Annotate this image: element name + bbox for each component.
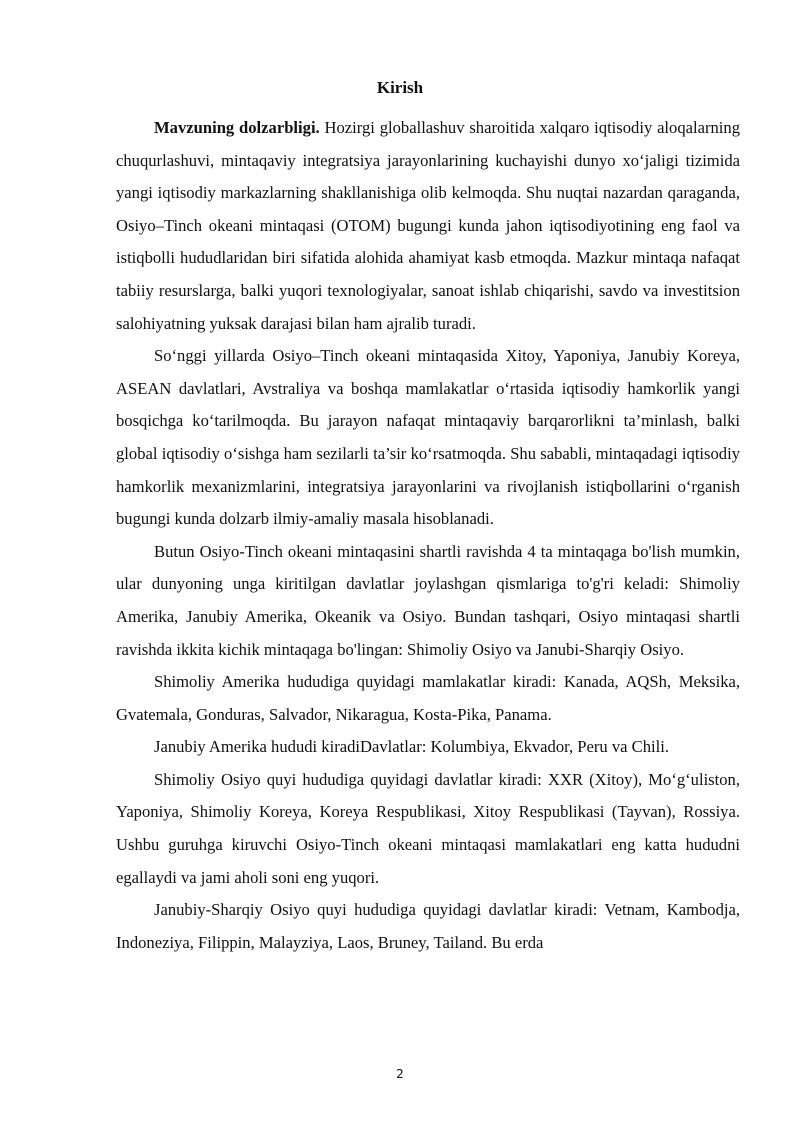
body-text	[116, 112, 740, 959]
paragraph: Butun Osiyo-Tinch okeani mintaqasini shartli ravishda 4 ta mintaqaga bo'lish mumkin, ular dunyoning unga kiritilgan davlatlar joylashgan qismlariga to'g'ri keladi: Shimoliy Amerika, Janubiy Amerika, Okeanik va Osiyo. Bundan tashqari, Osiyo mintaqasi shartli ravishda ikkita kichik mintaqaga bo'lingan: Shimoliy Osiyo va Janubi-Sharqiy Osiyo.	[116, 541, 740, 659]
paragraph-lead: Mavzuning dolzarbligi.	[154, 118, 320, 137]
paragraph: Shimoliy Amerika hududiga quyidagi mamlakatlar kiradi: Kanada, AQSh, Meksika, Gvatemala, Gonduras, Salvador, Nikaragua, Kosta-Pika, Panama.	[116, 672, 740, 724]
paragraph: So‘nggi yillarda Osiyo–Tinch okeani mintaqasida Xitoy, Yaponiya, Janubiy Koreya, ASEAN davlatlari, Avstraliya va boshqa mamlakatlar o‘rtasida iqtisodiy hamkorlik yangi bosqichga ko‘tarilmoqda. Bu jarayon nafaqat mintaqaviy barqarorlikni ta’minlash, balki global iqtisodiy o‘sishga ham sezilarli ta’sir ko‘rsatmoqda. Shu sababli, mintaqadagi iqtisodiy hamkorlik mexanizmlarini, integratsiya jarayonlarini va rivojlanish istiqbollarini o‘rganish bugungi kunda dolzarb ilmiy-amaliy masala hisoblanadi.	[116, 346, 740, 529]
paragraph-relevance	[116, 112, 740, 340]
section-title: Kirish	[376, 78, 424, 97]
paragraph-text: Hozirgi globallashuv sharoitida xalqaro iqtisodiy aloqalarning chuqurlashuvi, mintaqaviy integratsiya jarayonlarining kuchayishi dunyo xo‘jaligi tizimida yangi iqtisodiy markazlarning shakllanishiga olib kelmoqda. Shu nuqtai nazardan qaraganda, Osiyo–Tinch okeani mintaqasi (OTOM) bugungi kunda jahon iqtisodiyotining eng faol va istiqbolli hududlaridan biri sifatida alohida ahamiyat kasb etmoqda. Mazkur mintaqa nafaqat tabiiy resurslarga, balki yuqori texnologiyalar, sanoat ishlab chiqarishi, savdo va investitsion salohiyatning yuksak darajasi bilan ham ajralib turadi.	[116, 118, 741, 333]
paragraph: Janubiy-Sharqiy Osiyo quyi hududiga quyidagi davlatlar kiradi: Vetnam, Kambodja, Indoneziya, Filippin, Malayziya, Laos, Bruney, Tailand. Bu erda	[116, 900, 740, 952]
paragraph: Shimoliy Osiyo quyi hududiga quyidagi davlatlar kiradi: XXR (Xitoy), Mo‘g‘uliston, Yaponiya, Shimoliy Koreya, Koreya Respublikasi, Xitoy Respublikasi (Tayvan), Rossiya. Ushbu guruhga kiruvchi Osiyo-Tinch okeani mintaqasi mamlakatlari eng katta hududni egallaydi va jami aholi soni eng yuqori.	[116, 769, 740, 887]
page-number: 2	[396, 1067, 404, 1081]
paragraph: Janubiy Amerika hududi kiradiDavlatlar: Kolumbiya, Ekvador, Peru va Chili.	[154, 737, 670, 757]
